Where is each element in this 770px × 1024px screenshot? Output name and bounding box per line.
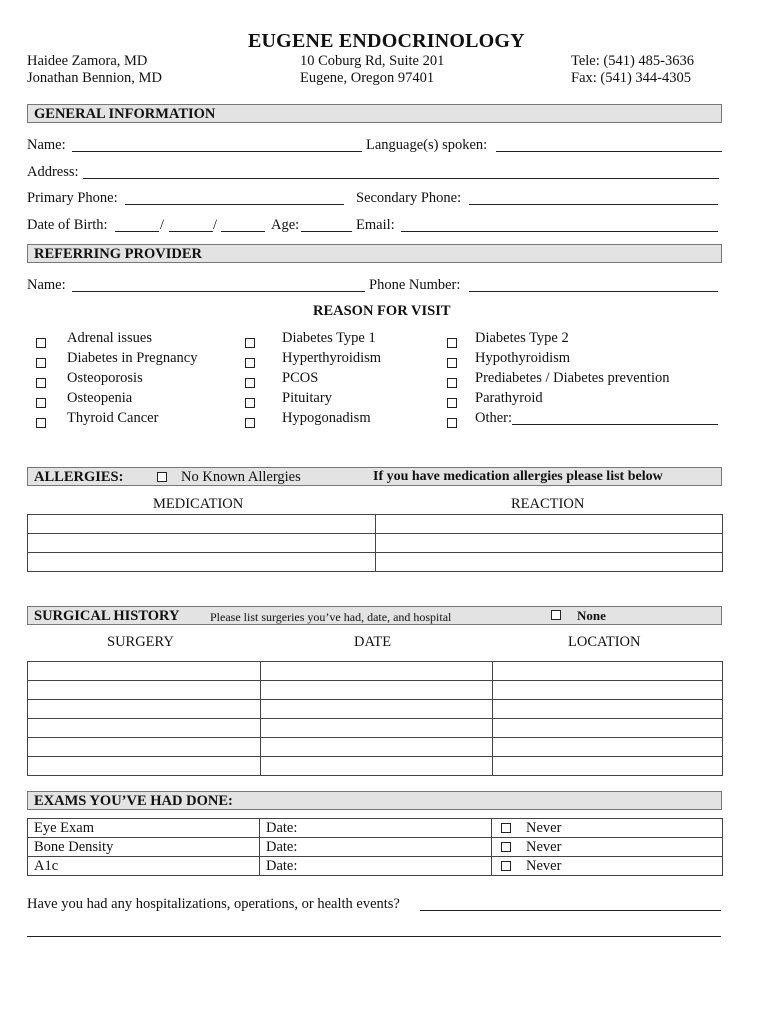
surgery-cell[interactable] [28, 662, 261, 681]
medication-cell[interactable] [28, 553, 376, 572]
reason-label: Diabetes in Pregnancy [67, 350, 198, 366]
checkbox-hypothyroidism[interactable] [447, 358, 457, 368]
clinic-phone: Tele: (541) 485-3636 [571, 53, 695, 69]
hospitalizations-question: Have you had any hospitalizations, operations, or health events? [27, 896, 400, 912]
age-label: Age: [271, 217, 300, 233]
checkbox-adrenal-issues[interactable] [36, 338, 46, 348]
table-row [28, 553, 723, 572]
exam-date-cell[interactable]: Date: [260, 857, 492, 876]
reason-label: Diabetes Type 2 [475, 330, 569, 346]
checkbox-surgery-none[interactable] [551, 610, 561, 620]
date-column-header: DATE [354, 634, 392, 650]
reason-label: Diabetes Type 1 [282, 330, 376, 346]
date-cell[interactable] [261, 662, 493, 681]
table-row [28, 857, 723, 876]
date-cell[interactable] [261, 700, 493, 719]
dob-label: Date of Birth: [27, 217, 108, 233]
checkbox-never[interactable] [501, 861, 511, 871]
email-label: Email: [356, 217, 395, 233]
reason-label: Prediabetes / Diabetes prevention [475, 370, 670, 386]
reason-label: Osteoporosis [67, 370, 143, 386]
date-cell[interactable] [261, 738, 493, 757]
allergies-heading: ALLERGIES: [34, 469, 124, 485]
secondary-phone-field[interactable] [469, 204, 718, 205]
reason-label: Adrenal issues [67, 330, 152, 346]
clinic-address-line2: Eugene, Oregon 97401 [300, 70, 435, 86]
secondary-phone-label: Secondary Phone: [356, 190, 462, 206]
address-field[interactable] [83, 178, 719, 179]
location-cell[interactable] [493, 738, 723, 757]
surgery-cell[interactable] [28, 700, 261, 719]
allergies-instruction: If you have medication allergies please list below [373, 469, 663, 484]
doctor-name-2: Jonathan Bennion, MD [27, 70, 162, 86]
reason-label: Hypothyroidism [475, 350, 571, 366]
surgery-cell[interactable] [28, 757, 261, 776]
no-known-allergies-label: No Known Allergies [181, 469, 301, 485]
address-label: Address: [27, 164, 79, 180]
clinic-fax: Fax: (541) 344-4305 [571, 70, 692, 86]
hospitalizations-field-line2[interactable] [27, 936, 721, 937]
reaction-cell[interactable] [376, 515, 723, 534]
checkbox-hyperthyroidism[interactable] [245, 358, 255, 368]
surgery-none-label: None [577, 608, 606, 623]
exam-name: Eye Exam [28, 819, 260, 838]
age-field[interactable] [301, 231, 352, 232]
exam-never-cell [492, 819, 723, 838]
reason-for-visit-heading: REASON FOR VISIT [313, 303, 451, 319]
primary-phone-label: Primary Phone: [27, 190, 118, 206]
reason-label: Osteopenia [67, 390, 133, 406]
never-label: Never [526, 858, 562, 874]
reason-label: Hyperthyroidism [282, 350, 382, 366]
checkbox-pcos[interactable] [245, 378, 255, 388]
referring-provider-heading: REFERRING PROVIDER [34, 246, 202, 262]
general-information-heading: GENERAL INFORMATION [34, 106, 216, 122]
referring-name-label: Name: [27, 277, 66, 293]
location-cell[interactable] [493, 719, 723, 738]
exams-heading: EXAMS YOU’VE HAD DONE: [34, 793, 233, 809]
exam-never-cell [492, 838, 723, 857]
reason-label: Other: [475, 410, 513, 426]
checkbox-pituitary[interactable] [245, 398, 255, 408]
referring-name-field[interactable] [72, 291, 365, 292]
patient-name-label: Name: [27, 137, 66, 153]
location-cell[interactable] [493, 757, 723, 776]
surgery-cell[interactable] [28, 681, 261, 700]
reason-label: Thyroid Cancer [67, 410, 159, 426]
exam-never-cell [492, 857, 723, 876]
table-row [28, 757, 723, 776]
allergies-table [27, 514, 723, 572]
page-title: EUGENE ENDOCRINOLOGY [248, 30, 525, 52]
medication-column-header: MEDICATION [153, 496, 244, 512]
reaction-cell[interactable] [376, 534, 723, 553]
surgical-history-heading: SURGICAL HISTORY [34, 608, 180, 624]
checkbox-hypogonadism[interactable] [245, 418, 255, 428]
languages-field[interactable] [496, 151, 722, 152]
checkbox-thyroid-cancer[interactable] [36, 418, 46, 428]
surgical-history-bar [27, 606, 722, 625]
checkbox-diabetes-type2[interactable] [447, 338, 457, 348]
never-label: Never [526, 820, 562, 836]
patient-name-field[interactable] [72, 151, 362, 152]
allergies-bar [27, 467, 722, 486]
reaction-column-header: REACTION [511, 496, 585, 512]
location-cell[interactable] [493, 700, 723, 719]
surgical-history-instruction: Please list surgeries you’ve had, date, and hospital [210, 610, 452, 624]
table-row [28, 719, 723, 738]
surgery-cell[interactable] [28, 738, 261, 757]
hospitalizations-field[interactable] [420, 910, 721, 911]
exam-name: Bone Density [28, 838, 260, 857]
table-row [28, 515, 723, 534]
referring-phone-label: Phone Number: [369, 277, 461, 293]
location-cell[interactable] [493, 662, 723, 681]
checkbox-osteoporosis[interactable] [36, 378, 46, 388]
checkbox-no-known-allergies[interactable] [157, 472, 167, 482]
table-row [28, 534, 723, 553]
exam-date-cell[interactable]: Date: [260, 838, 492, 857]
date-cell[interactable] [261, 757, 493, 776]
surgery-column-header: SURGERY [107, 634, 174, 650]
dob-separator: / [160, 217, 165, 233]
checkbox-never[interactable] [501, 842, 511, 852]
checkbox-other[interactable] [447, 418, 457, 428]
checkbox-diabetes-type1[interactable] [245, 338, 255, 348]
dob-day-field[interactable] [169, 231, 213, 232]
reason-label: PCOS [282, 370, 319, 386]
checkbox-diabetes-pregnancy[interactable] [36, 358, 46, 368]
referring-provider-bar [27, 244, 722, 263]
date-cell[interactable] [261, 681, 493, 700]
medication-cell[interactable] [28, 515, 376, 534]
dob-separator: / [213, 217, 218, 233]
reason-label: Hypogonadism [282, 410, 371, 426]
email-field[interactable] [401, 231, 718, 232]
general-information-bar [27, 104, 722, 123]
exams-table [27, 818, 723, 876]
medication-cell[interactable] [28, 534, 376, 553]
date-cell[interactable] [261, 719, 493, 738]
table-row [28, 681, 723, 700]
table-row [28, 738, 723, 757]
table-row [28, 838, 723, 857]
doctor-name-1: Haidee Zamora, MD [27, 53, 148, 69]
table-row [28, 700, 723, 719]
checkbox-osteopenia[interactable] [36, 398, 46, 408]
exam-name: A1c [28, 857, 260, 876]
reason-label: Parathyroid [475, 390, 543, 406]
reason-label: Pituitary [282, 390, 332, 406]
location-column-header: LOCATION [568, 634, 641, 650]
checkbox-never[interactable] [501, 823, 511, 833]
reaction-cell[interactable] [376, 553, 723, 572]
dob-year-field[interactable] [221, 231, 265, 232]
never-label: Never [526, 839, 562, 855]
location-cell[interactable] [493, 681, 723, 700]
exam-date-cell[interactable]: Date: [260, 819, 492, 838]
dob-month-field[interactable] [115, 231, 159, 232]
exams-bar [27, 791, 722, 810]
checkbox-parathyroid[interactable] [447, 398, 457, 408]
checkbox-prediabetes[interactable] [447, 378, 457, 388]
reason-other-field[interactable] [512, 424, 718, 425]
clinic-address-line1: 10 Coburg Rd, Suite 201 [300, 53, 445, 69]
languages-label: Language(s) spoken: [366, 137, 488, 153]
surgery-cell[interactable] [28, 719, 261, 738]
table-row [28, 662, 723, 681]
table-row [28, 819, 723, 838]
referring-phone-field[interactable] [469, 291, 718, 292]
primary-phone-field[interactable] [125, 204, 344, 205]
surgical-history-table [27, 661, 723, 776]
